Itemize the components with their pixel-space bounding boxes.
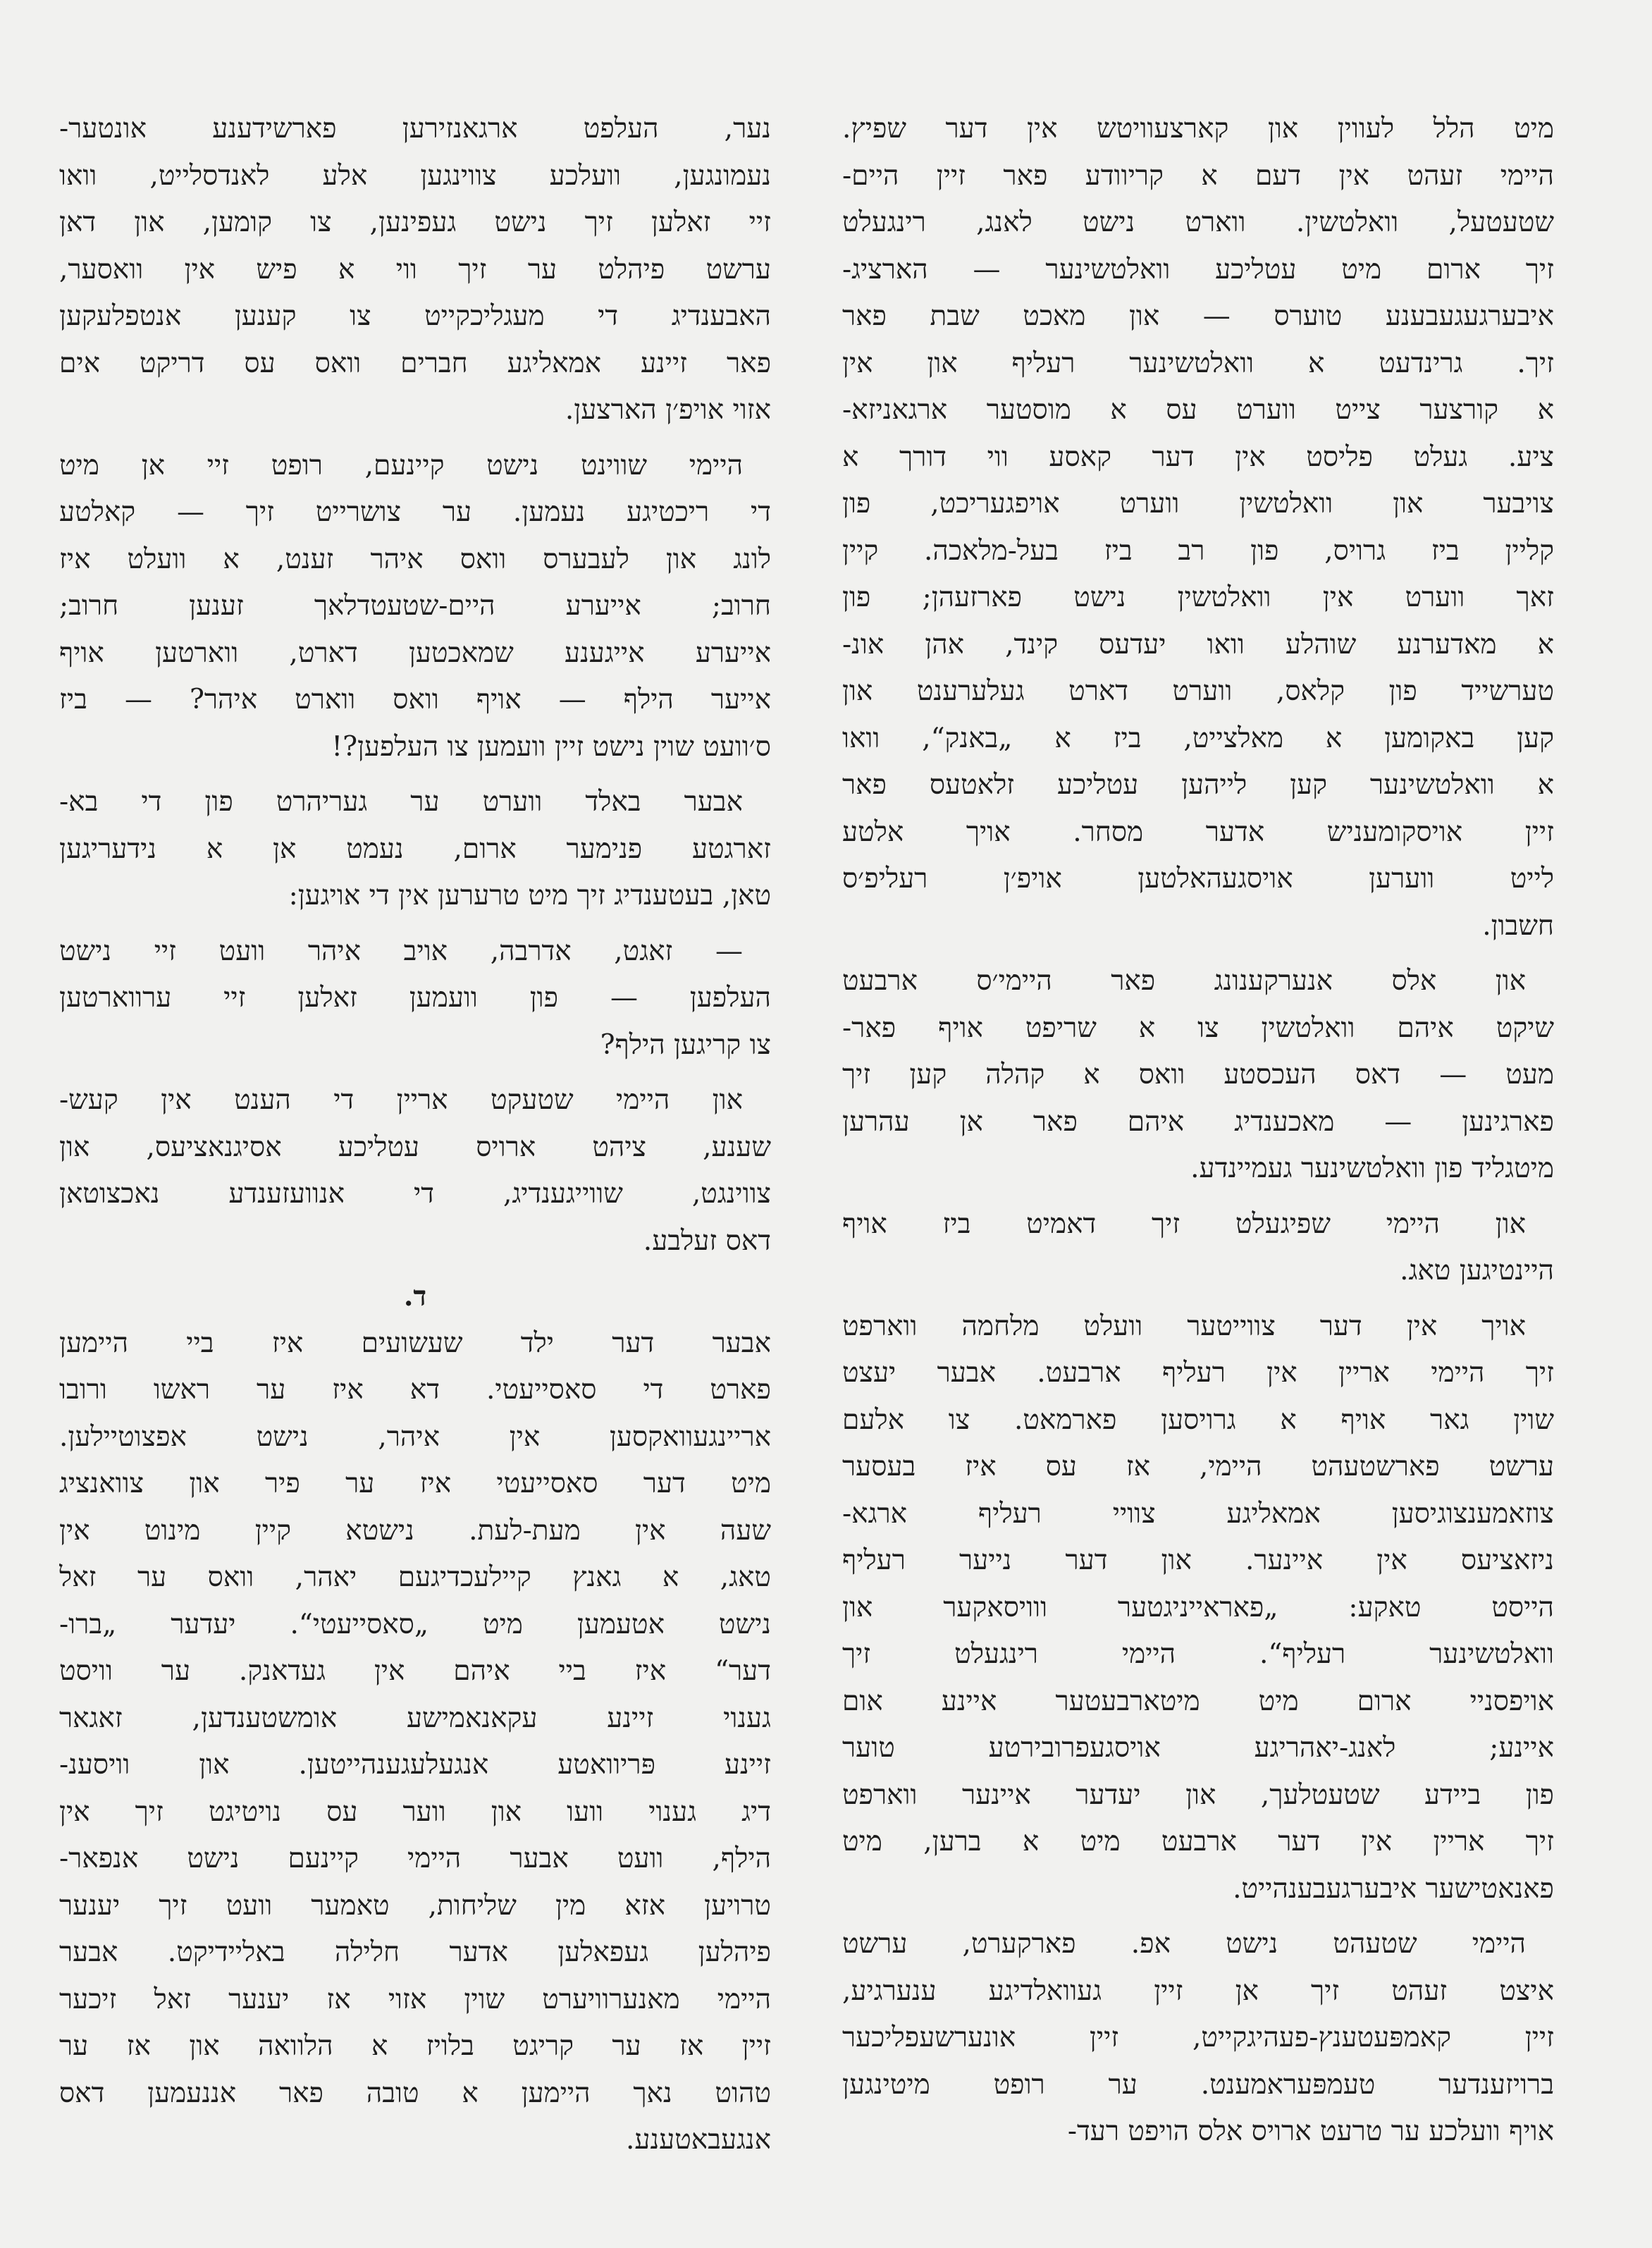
text-line: און אלס אנערקענונג פאר היימי׳ס ארבעט	[842, 965, 1526, 997]
text-line: פאנאטישער איבערגעבענהייט.	[1233, 1872, 1554, 1905]
text-line: זיך. גרינדעט א וואלטשינער רעליף און אין	[842, 347, 1554, 379]
text-line: לונג און לעבערס וואס איהר זענט, א וועלט איז	[59, 543, 771, 575]
text-line: אבער דער ילד שעשועים איז ביי היימען	[59, 1327, 771, 1359]
text-line: נער, העלפט ארגאנזירען פארשידענע אונטער-	[59, 113, 771, 145]
text-line: זאך ווערט אין וואלטשין נישט פארזעהן; פון	[842, 582, 1554, 613]
text-line: ערשט פיהלט ער זיך ווי א פיש אין וואסער,	[59, 253, 771, 285]
text-line: זיי זאלען זיך נישט געפינען, צו קומען, און דאן	[59, 207, 771, 238]
text-line: ברויזענדער טעמפּעראמענט. ער רופט מיטינגען	[842, 2068, 1554, 2101]
text-line: היינטיגען טאג.	[1400, 1255, 1554, 1286]
text-line: איינע; לאנג-יאהריגע אויסגעפרובירטע טוער	[842, 1732, 1554, 1764]
text-line: אזוי אויפ׳ן הארצען.	[565, 394, 771, 426]
text-line: א וואלטשינער קען לייהען עטליכע זלאטעס פאר	[842, 769, 1554, 801]
paragraph	[59, 443, 771, 771]
text-line: שענע, ציהט ארויס עטליכע אסיגנאציעס, און	[59, 1131, 771, 1163]
text-line: שעה אין מעת-לעת. נישטא קיין מינוט אין	[59, 1514, 771, 1547]
text-line: שטעטעל, וואלטשין. ווארט נישט לאנג, רינגעלט	[842, 207, 1554, 238]
text-line: זיין אז ער קריגט בלויז א הלוואה און אז ער	[59, 2030, 771, 2062]
text-line: אריינגעוואקסען אין איהר, נישט אפצוטיילען.	[59, 1420, 771, 1453]
text-line: זיין אויסקומעניש אדער מסחר. אויך אלטע	[842, 816, 1554, 848]
paragraph	[59, 1320, 771, 2164]
text-line: פארגינען — מאכענדיג איהם פאר אן עהרען	[842, 1105, 1554, 1138]
text-line: מיט דער סאסייעטי איז ער פיר און צוואנציג	[59, 1468, 771, 1499]
text-line: טאן, בעטענדיג זיך מיט טרערען אין די אויגען:	[288, 880, 771, 911]
text-line: קליין ביז גרויס, פון רב ביז בעל-מלאכה. קיין	[842, 534, 1554, 567]
text-line: זיך היימי אריין אין רעליף ארבעט. אבער יעצט	[842, 1357, 1554, 1389]
text-line: אויפסניי ארום מיט מיטארבעטער איינע אום	[842, 1685, 1554, 1717]
text-line: די ריכטיגע נעמען. ער צושרייט זיך — קאלטע	[59, 496, 771, 528]
text-line: א מאדערנע שוהלע וואו יעדעס קינד, אהן אונ-	[842, 628, 1554, 661]
text-line: ניזאציעס אין איינער. און דער נייער רעליף	[842, 1544, 1554, 1576]
paragraph	[842, 106, 1554, 950]
text-line: דער“ איז ביי איהם אין געדאנק. ער וויסט	[59, 1655, 771, 1687]
paragraph	[842, 1303, 1554, 1913]
text-line: הייסט טאקע: „פאראייניגטער ווויסאקער און	[842, 1591, 1554, 1623]
paragraph	[59, 928, 771, 1069]
text-line: נעמונגען, וועלכע צווינגען אלע לאנדסלייט, וואו	[59, 159, 771, 192]
text-line: ערשט פארשטעהט היימי, אז עס איז בעסער	[842, 1451, 1554, 1482]
text-line: אבער באלד ווערט ער געריהרט פון די בא-	[59, 786, 743, 818]
text-line: נישט אטעמען מיט „סאסייעטי“. יעדער „ברו-	[59, 1608, 771, 1640]
text-line: הילף, וועט אבער היימי קיינעם נישט אנפאר-	[59, 1843, 771, 1874]
text-line: זארגטע פנימער ארום, נעמט אן א נידעריגען	[59, 833, 771, 865]
section-heading: ד.	[403, 1280, 427, 1313]
text-line: און היימי שטעקט אריין די הענט אין קעש-	[59, 1084, 743, 1116]
text-line: קען באקומען א מאלצייט, ביז א „באנק“, וואו	[842, 722, 1554, 754]
left-column	[59, 106, 771, 2173]
text-line: שיקט איהם וואלטשין צו א שריפט אויף פאר-	[842, 1012, 1554, 1044]
text-line: דיג גענוי וועו און ווער עס נויטיגט זיך אין	[59, 1795, 771, 1828]
text-line: מעט — דאס העכסטע וואס א קהלה קען זיך	[842, 1059, 1554, 1091]
text-line: פארט די סאסייעטי. דא איז ער ראשו ורובו	[59, 1374, 771, 1406]
right-column	[842, 106, 1554, 2164]
paragraph	[59, 1077, 771, 1265]
text-line: פאר זיינע אמאליגע חברים וואס עס דריקט אים	[59, 347, 771, 379]
text-line: אויף וועלכע ער טרעט ארויס אלס הויפט רעד-	[1067, 2115, 1554, 2147]
text-line: האבענדיג די מעגליכקייט צו קענען אנטפלעקען	[59, 300, 771, 332]
text-line: איצט זעהט זיך אן זיין געוואלדיגע ענערגיע,	[842, 1974, 1554, 2007]
text-line: פון ביידע שטעטלעך, און יעדער איינער ווארפט	[842, 1779, 1554, 1811]
text-line: צו קריגען הילף?	[600, 1028, 771, 1061]
text-line: גענוי זיינע עקאנאמישע אומשטענדען, זאגאר	[59, 1702, 771, 1734]
paragraph	[842, 1921, 1554, 2156]
text-line: ס׳וועט שוין נישט זיין וועמען צו העלפען?!	[331, 730, 771, 763]
text-line: טרויען אזא מין שליחות, טאמער וועט זיך יענער	[59, 1889, 771, 1922]
text-line: צווינגט, שווייגענדיג, די אנוועזענדע נאכצוטאן	[59, 1178, 771, 1210]
text-line: היימי מאנערוויערט שוין אזוי אז יענער זאל זיכער	[59, 1983, 771, 2015]
text-line: טאג, א גאנץ קיילעכדיגעם יאהר, וואס ער זאל	[59, 1561, 771, 1593]
text-line: מיטגליד פון וואלטשינער געמיינדע.	[1190, 1153, 1554, 1184]
paragraph	[842, 958, 1554, 1193]
text-line: אייער הילף — אויף וואס ווארט איהר? — ביז	[59, 684, 771, 715]
text-line: היימי שווינט נישט קיינעם, רופט זיי אן מיט	[59, 449, 743, 481]
text-line: אנגעבאטענע.	[625, 2124, 771, 2156]
text-line: אייערע אייגענע שמאכטען דארט, ווארטען אויף	[59, 637, 771, 669]
text-line: מיט הלל לעווין און קארצעוויטש אין דער שפיץ.	[842, 113, 1554, 145]
text-line: וואלטשינער רעליף“. היימי רינגעלט זיך	[842, 1638, 1554, 1670]
text-line: ציע. געלט פליסט אין דער קאסע ווי דורך א	[842, 441, 1554, 473]
text-line: זיין קאמפּעטענץ-פעהיגקייט, זיין אונערשעפליכער	[842, 2022, 1554, 2053]
text-line: היימי שטעהט נישט אפ. פארקערט, ערשט	[842, 1928, 1526, 1960]
text-line: היימי זעהט אין דעם א קריוודע פאר זיין היים-	[842, 159, 1554, 192]
text-line: צויבער און וואלטשין ווערט אויפגעריכט, פון	[842, 488, 1554, 520]
text-line: אויך אין דער צווייטער וועלט מלחמה ווארפט	[842, 1310, 1526, 1342]
text-line: טערשייד פון קלאס, ווערט דארט געלערענט און	[842, 675, 1554, 707]
paragraph	[59, 106, 771, 434]
paragraph	[842, 1201, 1554, 1295]
text-line: חשבון.	[1482, 909, 1554, 942]
text-line: חרוב; אייערע היים-שטעטדלאך זענען חרוב;	[59, 590, 771, 622]
text-line: צוזאמענצוגיסען אמאליגע צוויי רעליף ארגא-	[842, 1497, 1554, 1530]
text-line: פיהלען געפאלען אדער חלילה באליידיקט. אבער	[59, 1936, 771, 1968]
text-line: א קורצער צייט ווערט עס א מוסטער ארגאניזא-	[842, 394, 1554, 426]
text-line: — זאגט, אדרבה, אויב איהר וועט זיי נישט	[59, 935, 743, 967]
text-line: זיך אריין אין דער ארבעט מיט א ברען, מיט	[842, 1826, 1554, 1857]
text-line: העלפען — פון וועמען זאלען זיי ערווארטען	[59, 982, 771, 1014]
text-line: שוין גאר אויף א גרויסען פארמאט. צו אלעם	[842, 1404, 1554, 1436]
text-line: זיך ארום מיט עטליכע וואלטשינער — הארציג-	[842, 253, 1554, 285]
text-line: טהוט נאך היימען א טובה פאר אננעמען דאס	[59, 2077, 771, 2109]
text-line: און היימי שפיגעלט זיך דאמיט ביז אויף	[842, 1208, 1526, 1240]
paragraph	[59, 779, 771, 920]
text-line: זיינע פּריוואטע אנגעלעגענהייטען. און וויסענ-	[59, 1749, 771, 1781]
text-line: דאס זעלבע.	[643, 1224, 771, 1257]
text-line: איבערגעגעבענע טוערס — און מאכט שבת פאר	[842, 300, 1554, 332]
text-line: לייט ווערען אויסגעהאלטען אויפ׳ן רעליפ׳ס	[842, 863, 1554, 895]
